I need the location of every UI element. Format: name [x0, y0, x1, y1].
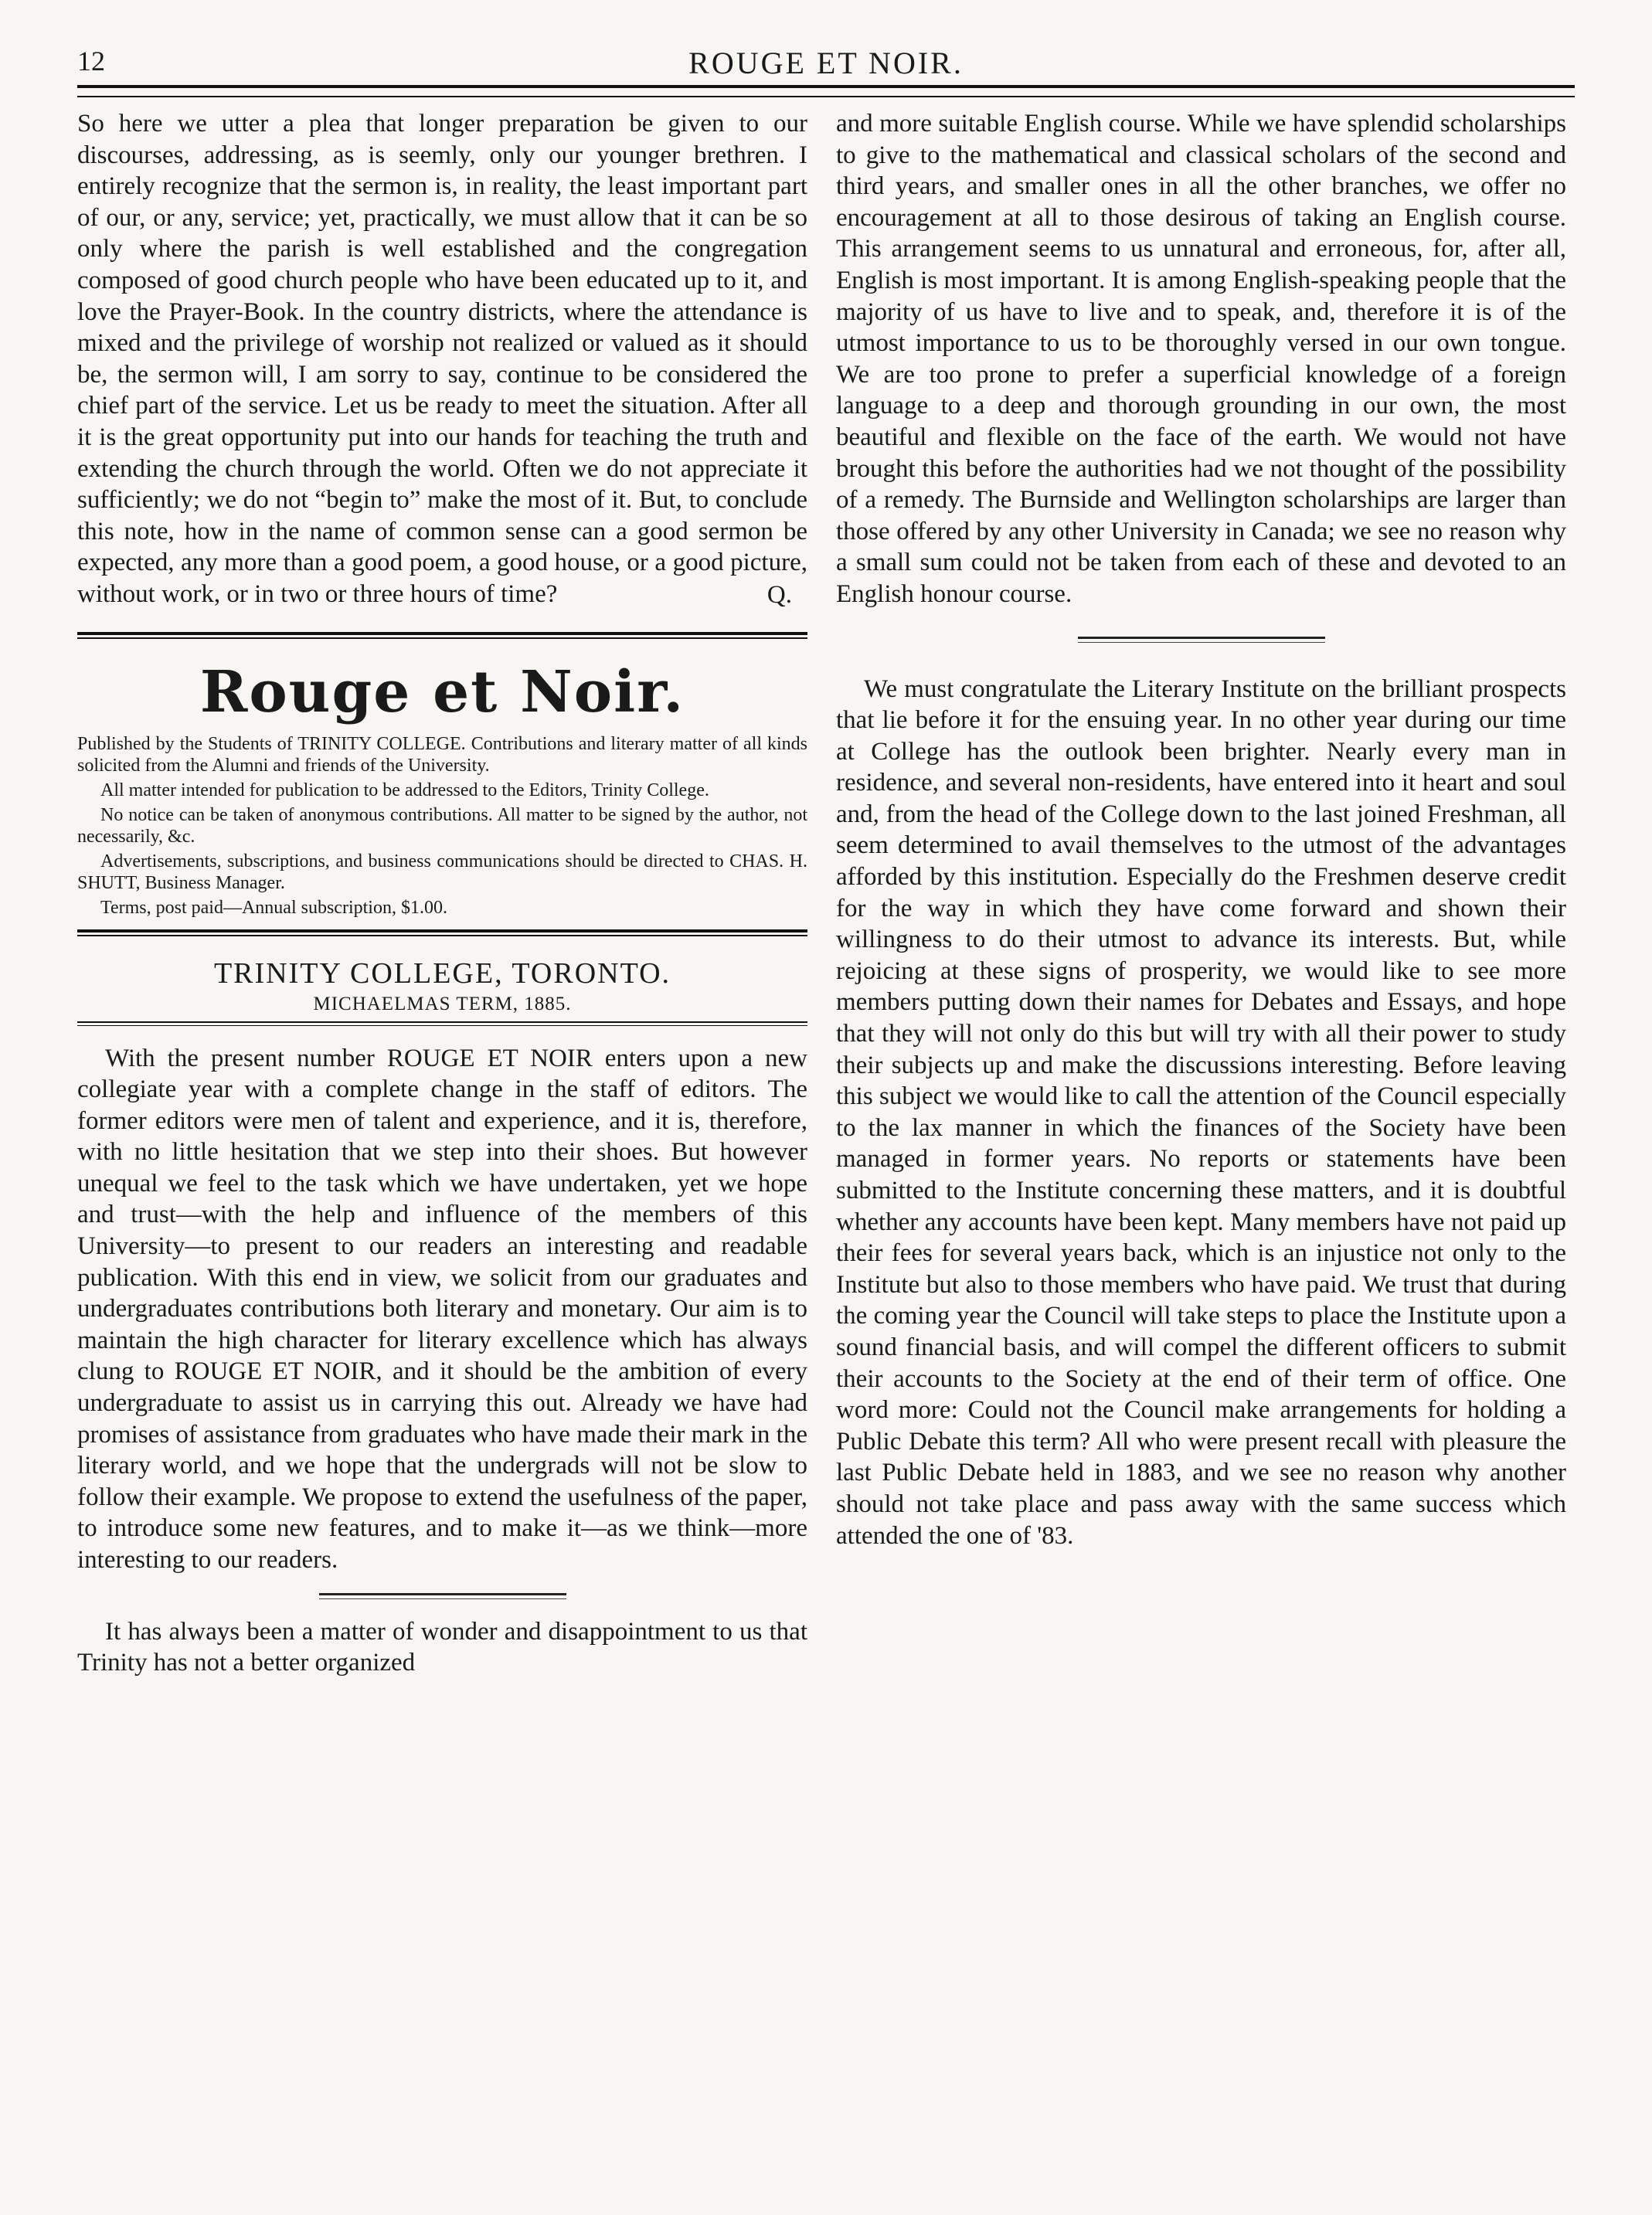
english-course-paragraph-end: and more suitable English course. While we have splendid scholarships to give to the mathematical and classical scholars of the second and third years, and smaller ones in all the other branches, we offer no encouragement at all to those desirous of taking an English course. This arrangement seems to us unnatural and erroneous, for, after all, English is most important. It is among English-speaking people that the majority of us have to live and to speak, and, therefore it is of the utmost importance to us to be thoroughly versed in our own tongue. We are too prone to prefer a superficial knowledge of a foreign language to a deep and thorough grounding in our own, the most beautiful and flexible on the face of the earth. We would not have brought this before the authorities had we not thought of the possibility of a remedy. The Burnside and Wellington scholarships are larger than those offered by any other University in Canada; we see no reason why a small sum could not be taken from each of these and devoted to an English honour course. — [836, 110, 1566, 608]
left-column — [77, 108, 807, 1679]
page-number: 12 — [77, 46, 105, 76]
section-title: TRINITY COLLEGE, TORONTO. — [213, 956, 671, 990]
notice-line: All matter intended for publication to be addressed to the Editors, Trinity College. — [100, 780, 709, 800]
section-rule — [77, 632, 807, 639]
page-header — [77, 45, 1575, 83]
literary-institute-paragraph: We must congratulate the Literary Institute on the brilliant prospects that lie before it for the ensuing year. In no other year during our time at College has the outlook been brighter. Nearly every man in residence, and several non-residents, have entered into it heart and soul and, from the head of the College down to the last joined Freshman, all seem determined to avail themselves to the utmost of the advantages afforded by this institution. Especially do the Freshmen deserve credit for the way in which they have come forward and shown their willingness to do their utmost to advance its interests. But, while rejoicing at these signs of prosperity, we would like to see more members putting down their names for Debates and Essays, and hope that they will not only do this but will try with all their power to study their subjects up and make the discussions interesting. Before leaving this subject we would like to call the attention of the Council especially to the lax manner in which the finances of the Society have been managed in former years. No reports or statements have been submitted to the Institute concerning these matters, and it is doubtful whether any accounts have been kept. Many members have not paid up their fees for several years back, which is an injustice not only to the Institute but also to those members who have paid. We trust that during the coming year the Council will take steps to place the Institute upon a sound financial basis, and will compel the different officers to submit their accounts to the Society at the end of their term of office. One word more: Could not the Council make arrangements for holding a Public Debate this term? All who were present recall with pleasure the last Public Debate held in 1883, and we see no reason why another should not take place and pass away with the same success which attended the one of '83. — [836, 674, 1566, 1550]
header-rule — [77, 85, 1575, 97]
editorial-paragraph: With the present number ROUGE ET NOIR enters upon a new collegiate year with a complete change in the staff of editors. The former editors were men of talent and experience, and it is, therefore, with no little hesitation that we step into their shoes. But however unequal we feel to the task which we have undertaken, yet we hope and trust—with the help and influence of the members of this University—to present to our readers an interesting and readable publication. With this end in view, we solicit from our graduates and undergraduates contributions both literary and monetary. Our aim is to maintain the high character for literary excellence which has always clung to ROUGE ET NOIR, and it should be the ambition of every undergraduate to assist us in carrying this out. Already we have had promises of assistance from graduates who have made their mark in the literary world, and we hope that the undergrads will not be slow to follow their example. We propose to extend the usefulness of the paper, to introduce some new features, and to make it—as we think—more interesting to our readers. — [77, 1044, 807, 1574]
masthead-title: Rouge et Noir. — [199, 658, 685, 725]
publisher-notice — [77, 733, 807, 919]
section-rule — [77, 1021, 807, 1026]
notice-line: No notice can be taken of anonymous contributions. All matter to be signed by the author, not necessarily, &c. — [77, 804, 807, 847]
divider-rule — [319, 1593, 566, 1599]
article-signature: Q. — [767, 580, 792, 609]
notice-line: Published by the Students of TRINITY COLLEGE. Contributions and literary matter of all kinds solicited from the Alumni and friends of the University. — [77, 733, 807, 776]
right-column — [836, 108, 1566, 1551]
notice-line: Terms, post paid—Annual subscription, $1.00. — [100, 897, 447, 918]
divider-rule — [1078, 637, 1325, 643]
article-paragraph: So here we utter a plea that longer preparation be given to our discourses, addressing, as is seemly, only our younger brethren. I entirely recognize that the sermon is, in reality, the least important part of our, or any, service; yet, practically, we must allow that it can be so only where the parish is well established and the congregation composed of good church people who have been educated up to it, and love the Prayer-Book. In the country districts, where the attendance is mixed and the privilege of worship not realized or valued as it should be, the sermon will, I am sorry to say, continue to be considered the chief part of the service. Let us be ready to meet the situation. After all it is the great opportunity put into our hands for teaching the truth and extending the church through the world. Often we do not appreciate it sufficiently; we do not “begin to” make the most of it. But, to conclude this note, how in the name of common sense can a good sermon be expected, any more than a good poem, a good house, or a good picture, without work, or in two or three hours of time? — [77, 110, 807, 608]
section-rule — [77, 929, 807, 936]
notice-line: Advertisements, subscriptions, and business communications should be directed to CHAS. H. SHUTT, Business Manager. — [77, 851, 807, 893]
section-subtitle: MICHAELMAS TERM, 1885. — [313, 993, 572, 1014]
english-course-paragraph-start: It has always been a matter of wonder and disappointment to us that Trinity has not a better organized — [77, 1617, 807, 1677]
running-title: ROUGE ET NOIR. — [688, 46, 964, 80]
